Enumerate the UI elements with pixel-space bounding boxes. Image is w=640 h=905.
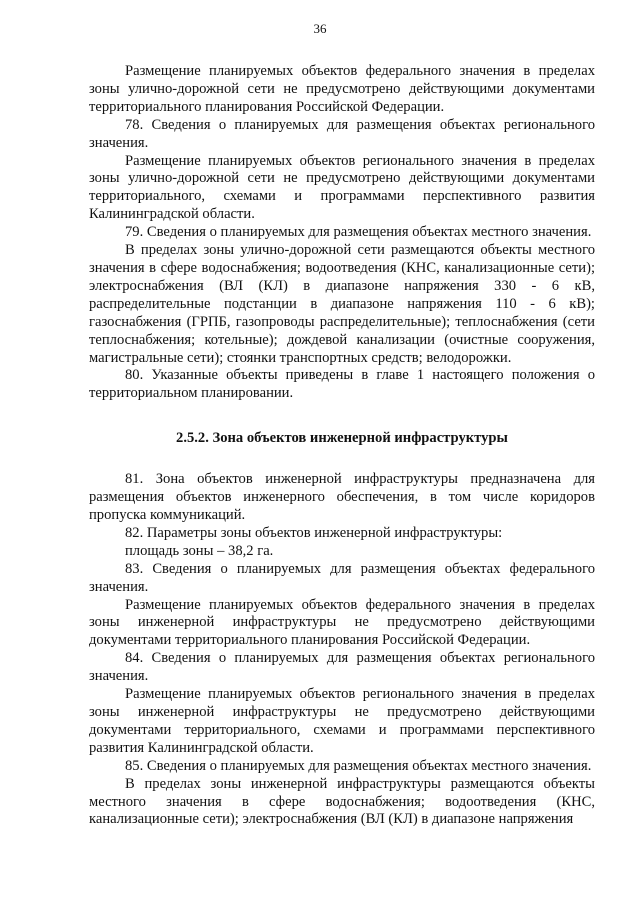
- paragraph-regional-engineering: Размещение планируемых объектов регионального значения в пределах зоны инженерной инфраструктуры не предусмотрено действующими документами территориального, схемами и программами перспективного развития Калининградской области.: [89, 686, 595, 756]
- paragraph-local-engineering: В пределах зоны инженерной инфраструктуры размещаются объекты местного значения в сфере водоснабжения; водоотведения (КНС, канализационные сети); электроснабжения (ВЛ (КЛ) в диапазоне напряжения: [89, 775, 595, 828]
- paragraph-item-85: 85. Сведения о планируемых для размещения объектах местного значения.: [125, 757, 592, 774]
- page-number: 36: [313, 21, 327, 36]
- paragraph-federal-engineering: Размещение планируемых объектов федерального значения в пределах зоны инженерной инфраструктуры не предусмотрено действующими документами территориального планирования Российской Федерации.: [89, 596, 595, 649]
- paragraph-item-83: 83. Сведения о планируемых для размещения объектах федерального значения.: [89, 560, 595, 595]
- paragraph-item-78: 78. Сведения о планируемых для размещения объектах регионального значения.: [89, 116, 595, 151]
- paragraph-zone-area: площадь зоны – 38,2 га.: [125, 542, 274, 559]
- paragraph-item-84: 84. Сведения о планируемых для размещения объектах регионального значения.: [89, 650, 595, 685]
- paragraph-regional-uds: Размещение планируемых объектов регионального значения в пределах зоны улично-дорожной сети не предусмотрено действующими документами территориального, схемами и программами перспективного развития Калининградской области.: [89, 152, 595, 223]
- paragraph-item-82: 82. Параметры зоны объектов инженерной инфраструктуры:: [125, 524, 503, 541]
- paragraph-item-80: 80. Указанные объекты приведены в главе 1 настоящего положения о территориальном планировании.: [89, 367, 595, 402]
- section-heading: 2.5.2. Зона объектов инженерной инфраструктуры: [176, 430, 508, 447]
- paragraph-item-79: 79. Сведения о планируемых для размещения объектах местного значения.: [125, 224, 592, 241]
- paragraph-local-uds: В пределах зоны улично-дорожной сети размещаются объекты местного значения в сфере водоснабжения; водоотведения (КНС, канализационные сети); электроснабжения (ВЛ (КЛ) в диапазоне напряжения 330 - 6 кВ, распределительные подстанции в диапазоне напряжения 110 - 6 кВ); газоснабжения (ГРПБ, газопроводы распределительные); теплоснабжения (сети теплоснабжения; котельные); дождевой канализации (очистные сооружения, магистральные сети); стоянки транспортных средств; велодорожки.: [89, 242, 595, 366]
- paragraph-federal-uds: Размещение планируемых объектов федерального значения в пределах зоны улично-дорожной сети не предусмотрено действующими документами территориального планирования Российской Федерации.: [89, 63, 595, 115]
- page-content: [89, 63, 595, 829]
- paragraph-item-81: 81. Зона объектов инженерной инфраструктуры предназначена для размещения объектов инженерного обеспечения, в том числе коридоров пропуска коммуникаций.: [89, 471, 595, 524]
